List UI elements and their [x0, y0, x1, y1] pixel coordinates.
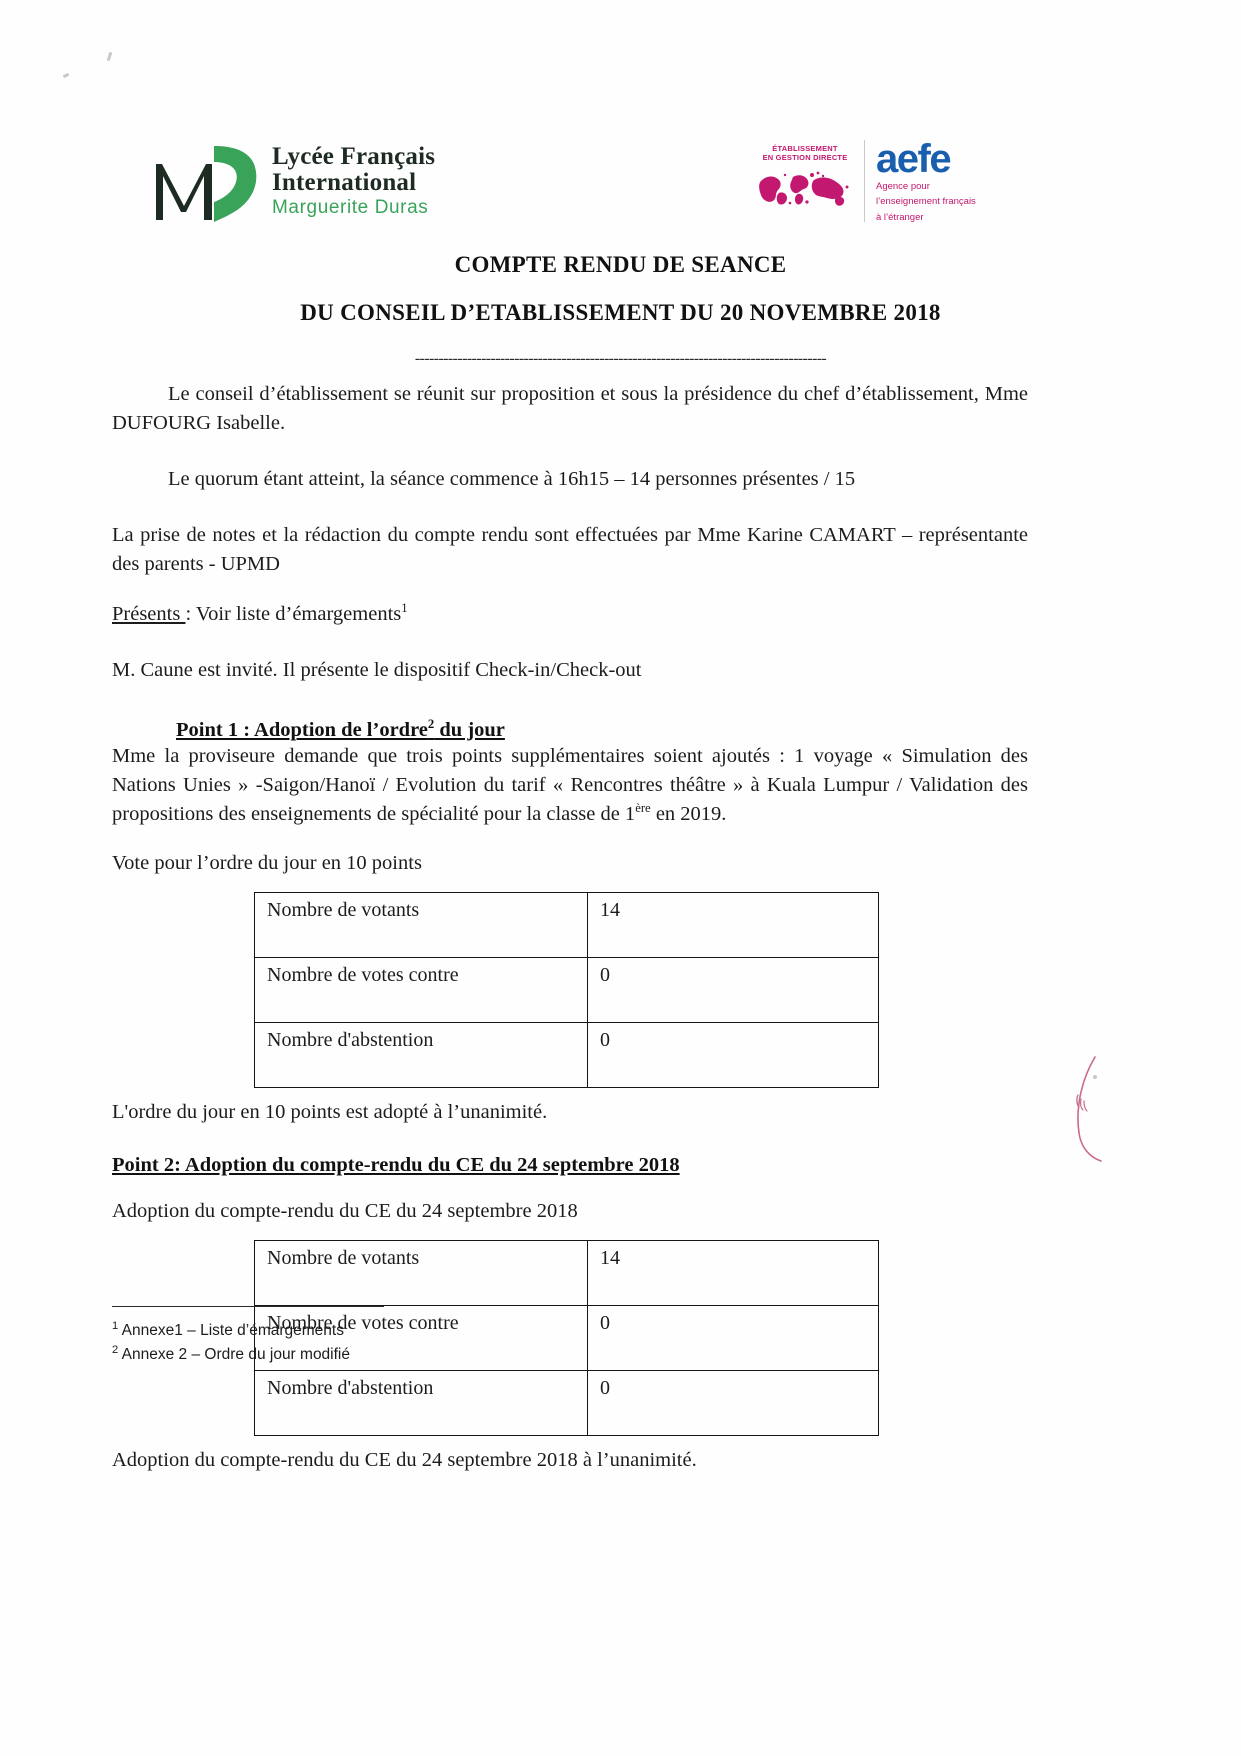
presents-label: Présents: [112, 602, 186, 625]
footnote-marker: 2: [112, 1343, 119, 1356]
spacer: [112, 580, 1028, 600]
page-subtitle: DU CONSEIL D’ETABLISSEMENT DU 20 NOVEMBRE 2018: [300, 300, 941, 325]
spacer: [112, 829, 1028, 849]
aefe-wordmark-block: [876, 138, 976, 224]
egd-line-2: EN GESTION DIRECTE: [762, 153, 848, 163]
aefe-logo: [757, 138, 976, 230]
point-2-heading: Point 2: Adoption du compte-rendu du CE du 24 septembre 2018: [112, 1154, 680, 1177]
scan-artifact: [107, 52, 113, 61]
scan-artifact: [63, 73, 70, 78]
egd-line-1: ÉTABLISSEMENT: [772, 144, 838, 153]
footnote-ref-2: 2: [427, 716, 435, 731]
aefe-tagline-line2: l’enseignement français: [876, 196, 976, 208]
aefe-tagline-line1: Agence pour: [876, 181, 930, 192]
footnote-marker: 1: [112, 1320, 119, 1333]
dashed-divider: ---------------------------------------------------------------------------------------: [414, 350, 827, 367]
table-row: [255, 1241, 879, 1306]
point-1-paragraph-end: en 2019.: [650, 802, 727, 825]
point-1-ordinal: ère: [635, 801, 651, 816]
logo-divider: [864, 140, 865, 222]
title-block: [0, 252, 1241, 368]
point-1-heading: [176, 716, 1028, 742]
vote-label: Nombre d'abstention: [255, 1371, 588, 1436]
vote-label: Nombre de votants: [255, 1241, 588, 1306]
footnote-item: [112, 1343, 812, 1366]
spacer: [112, 629, 1028, 656]
vote-value: 14: [588, 893, 879, 958]
vote-value: 14: [588, 1241, 879, 1306]
school-logo: [150, 140, 435, 226]
spacer: [112, 494, 1028, 521]
point-1-paragraph-text: Mme la proviseure demande que trois points supplémentaires soient ajoutés : 1 voyage « Simulation des Nations Unies » -Saigon/Hanoï / Evolution du tarif « Rencontres théâtre » à Kuala Lumpur / Validation des propositions des enseignements de spécialité pour la classe de 1: [112, 744, 1028, 825]
point-1-paragraph: [112, 742, 1028, 829]
school-name-line2: International: [272, 169, 417, 197]
aefe-tagline-line3: à l’étranger: [876, 211, 924, 223]
table-row: [255, 958, 879, 1023]
md-monogram-icon: [150, 140, 262, 226]
footnote-text: Annexe 2 – Ordre du jour modifié: [121, 1345, 350, 1363]
vote-label: Nombre de votes contre: [255, 958, 588, 1023]
school-name-line1: Lycée Français: [272, 143, 436, 171]
spacer: [112, 685, 1028, 719]
table-row: [255, 1371, 879, 1436]
spacer: [112, 1127, 1028, 1154]
vote-label: Nombre de votants: [255, 893, 588, 958]
spacer: [112, 1177, 1028, 1197]
point-1-heading-tail: du jour: [434, 718, 505, 741]
page-title: COMPTE RENDU DE SEANCE: [454, 252, 787, 277]
world-map-icon: [757, 167, 853, 211]
egd-badge: [757, 138, 853, 216]
vote-value: 0: [588, 1371, 879, 1436]
paragraph-redaction: La prise de notes et la rédaction du compte rendu sont effectuées par Mme Karine CAMART – représentante des parents - UPMD: [112, 524, 1028, 576]
presents-value: : Voir liste d’émargements: [185, 602, 402, 625]
school-name-line3: Marguerite Duras: [272, 197, 429, 219]
footnote-item: [112, 1319, 812, 1342]
scan-artifact: [1093, 1075, 1097, 1079]
vote-value: 0: [588, 1306, 879, 1371]
point-1-vote-intro: Vote pour l’ordre du jour en 10 points: [112, 852, 422, 875]
vote-table-point-1: [254, 892, 879, 1088]
point-2-intro: Adoption du compte-rendu du CE du 24 septembre 2018: [112, 1200, 578, 1223]
vote-value: 0: [588, 1023, 879, 1088]
paragraph-convocation: Le conseil d’établissement se réunit sur proposition et sous la présidence du chef d’établissement, Mme DUFOURG Isabelle.: [112, 383, 1028, 435]
paragraph-presents: [112, 600, 1028, 629]
footnote-separator: [112, 1306, 384, 1307]
footnote-text: Annexe1 – Liste d’émargements: [121, 1322, 344, 1340]
point-2-conclusion: Adoption du compte-rendu du CE du 24 septembre 2018 à l’unanimité.: [112, 1449, 697, 1472]
table-row: [255, 1023, 879, 1088]
handwritten-marginalia: [1065, 1055, 1135, 1165]
footnotes-block: [112, 1306, 812, 1366]
point-1-conclusion: L'ordre du jour en 10 points est adopté à l’unanimité.: [112, 1101, 548, 1124]
footnote-ref-1: 1: [401, 600, 408, 615]
paragraph-quorum: Le quorum étant atteint, la séance commence à 16h15 – 14 personnes présentes / 15: [168, 468, 856, 491]
vote-label: Nombre de votes contre: [255, 1306, 588, 1371]
document-header: [0, 132, 1241, 236]
vote-label: Nombre d'abstention: [255, 1023, 588, 1088]
spacer: [112, 438, 1028, 465]
school-logo-text: [272, 144, 435, 222]
paragraph-caune: M. Caune est invité. Il présente le dispositif Check-in/Check-out: [112, 658, 642, 681]
vote-value: 0: [588, 958, 879, 1023]
point-1-heading-text: Point 1 : Adoption de l’ordre: [176, 718, 428, 741]
aefe-wordmark: aefe: [876, 137, 951, 181]
table-row: [255, 893, 879, 958]
